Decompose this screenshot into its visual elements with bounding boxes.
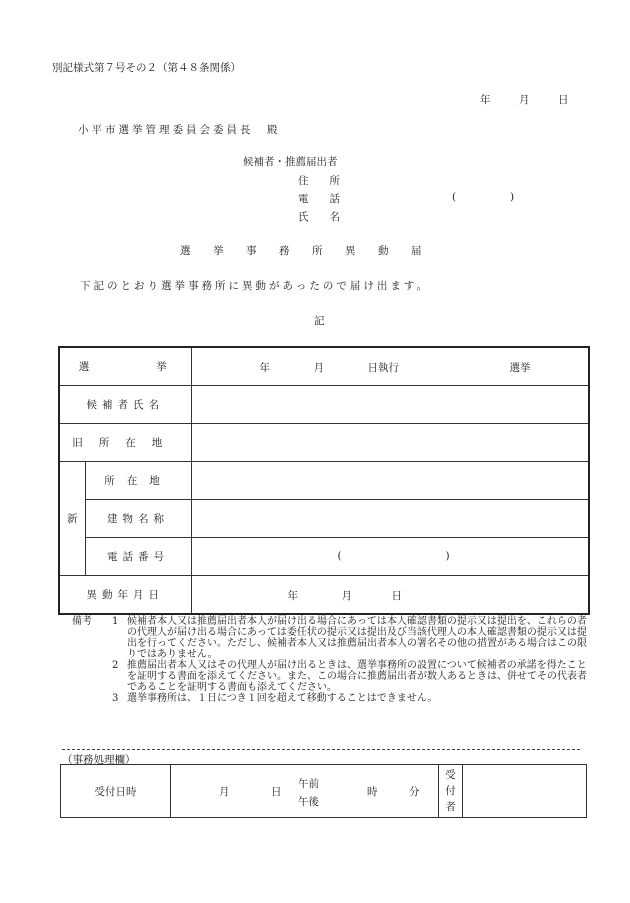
cut-line [62,749,580,750]
receiver-label: 受 付 者 [439,765,463,818]
form-number: 別記様式第７号その２（第４８条関係） [52,62,241,74]
row-building [59,500,589,538]
row-old-location [59,424,589,462]
phone-value[interactable] [191,538,589,576]
election-value[interactable] [191,347,589,386]
received-day: 日 [271,786,282,798]
applicant-name-label: 氏 名 [298,211,340,223]
move-date-label: 異動年月日 [59,576,191,615]
election-year: 年 [259,362,270,374]
received-am: 午前 [298,778,319,790]
move-date-value[interactable] [191,576,589,615]
note-text: 候補者本人又は推薦届出者本人が届け出る場合にあっては本人確認書類の提示又は提出を、これらの者の代理人が届け出る場合にあっては委任状の提示又は提出及び当該代理人の本人確認書類の提示又は提出を行ってください。ただし、候補者本人又は推薦届出者本人の署名その他の措置がある場合はこの限りではありません。 [127,616,587,660]
new-location-value[interactable] [191,462,589,500]
phone-paren-open: ( [337,550,342,562]
received-month: 月 [219,786,230,798]
notes-head: 備考 [72,616,92,627]
election-day: 日執行 [367,362,399,374]
received-pm: 午後 [298,796,319,808]
note-text: 選挙事務所は、１日につき１回を超えて移動することはできません。 [127,693,438,704]
note-item-1 [72,616,592,660]
note-number: 2 [112,660,119,671]
candidate-name-value[interactable] [191,386,589,424]
building-label: 建物名称 [85,500,191,538]
received-hour: 時 [367,786,378,798]
old-location-value[interactable] [191,424,589,462]
ki-label: 記 [314,315,325,327]
note-text: 推薦届出者本人又はその代理人が届け出るときは、選挙事務所の設置について候補者の承諾を得たことを証明する書面を添えてください。また、この場合に推薦届出者が数人あるときは、併せてその代表者であることを証明する書面も添えてください。 [127,660,587,693]
applicant-phone-paren-close: ) [510,191,515,203]
received-value[interactable] [171,765,439,818]
applicant-phone-label: 電 話 [298,193,340,205]
row-candidate-name [59,386,589,424]
building-value[interactable] [191,500,589,538]
applicant-title: 候補者・推薦届出者 [243,156,338,168]
date-day: 日 [558,94,569,106]
election-label: 選 挙 [59,347,191,386]
move-month: 月 [341,590,352,602]
row-phone [59,538,589,576]
election-suffix: 選挙 [509,362,531,374]
date-year: 年 [480,94,491,106]
receiver-value[interactable] [463,765,587,818]
document-title: 選 挙 事 務 所 異 動 届 [180,245,428,257]
date-month: 月 [519,94,530,106]
note-number: 1 [112,616,119,627]
note-number: 3 [112,693,119,704]
office-use-table [60,764,587,818]
phone-label: 電話番号 [85,538,191,576]
intro-text: 下記のとおり選挙事務所に異動があったので届け出ます。 [80,280,431,292]
applicant-address-label: 住 所 [298,175,340,187]
row-election [59,347,589,386]
row-move-date [59,576,589,615]
phone-paren-close: ) [445,550,450,562]
row-new-location [59,462,589,500]
move-day: 日 [391,590,402,602]
received-label: 受付日時 [61,765,171,818]
old-location-label: 旧所在地 [59,424,191,462]
note-item-3 [72,693,592,704]
candidate-name-label: 候補者氏名 [59,386,191,424]
notes-section [72,616,592,704]
addressee: 小平市選挙管理委員会委員長 殿 [78,124,281,136]
received-minute: 分 [409,786,420,798]
new-location-label: 所在地 [85,462,191,500]
election-month: 月 [313,362,324,374]
move-year: 年 [287,590,298,602]
note-item-2 [72,660,592,693]
new-label: 新 [59,462,85,576]
movement-table [58,346,590,615]
office-use-title: （事務処理欄） [62,754,136,766]
applicant-phone-paren-open: ( [452,191,457,203]
